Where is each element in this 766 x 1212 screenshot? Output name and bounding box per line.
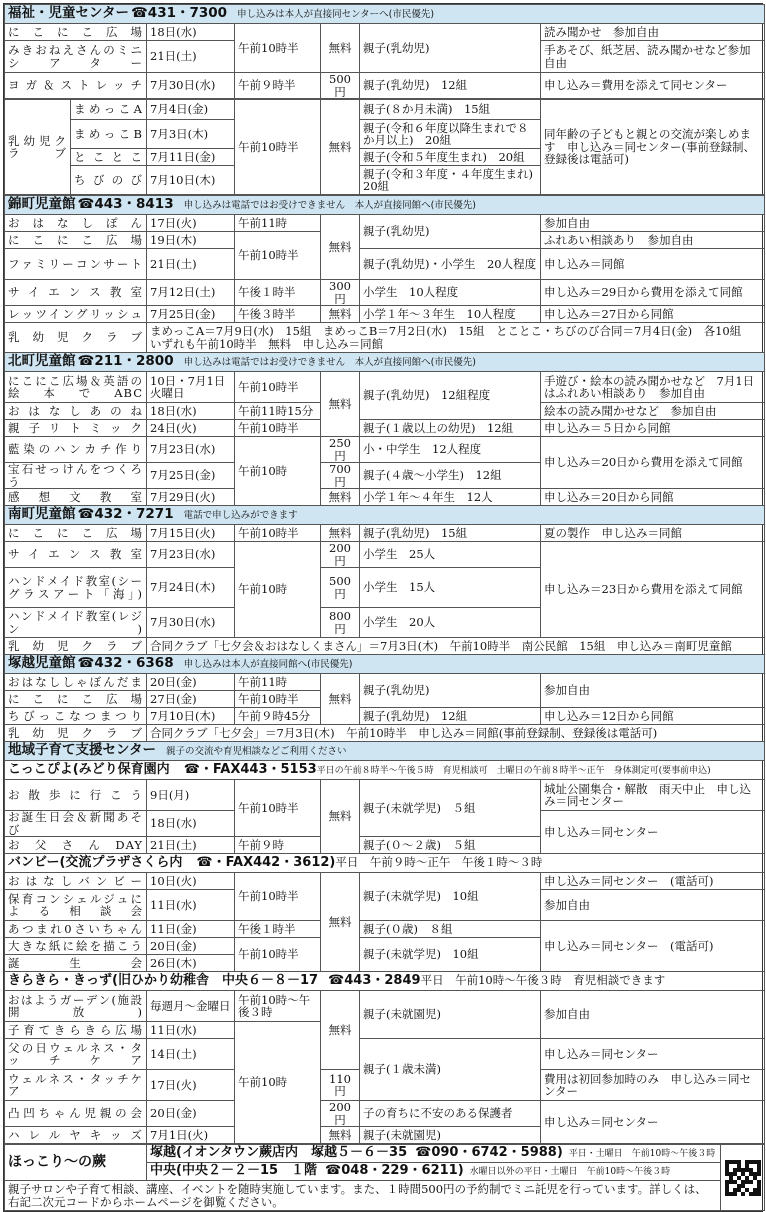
club-text: 合同クラブ「七夕会＆おはなしくまさん」＝7月3日(木) 午前10時半 南公民館 15組 申し込み＝南町児童館 bbox=[147, 638, 765, 655]
event-note: 絵本の読み聞かせなど 参加自由 bbox=[541, 403, 765, 420]
phone-icon: ☎ bbox=[77, 352, 95, 369]
event-time: 午前11時 bbox=[235, 674, 321, 691]
club-sub-name: とことこ bbox=[71, 149, 147, 166]
event-time: 午前10時半 bbox=[235, 873, 321, 921]
event-fee: 無料 bbox=[321, 100, 360, 195]
event-note: 参加自由 bbox=[541, 674, 765, 708]
event-name: にこにこ広場 bbox=[5, 232, 147, 249]
event-time: 午前10時半 bbox=[235, 24, 321, 73]
event-date: 26日(木) bbox=[147, 955, 235, 972]
section-note: 申し込みは本人が直接同館へ(市民優先) bbox=[183, 658, 353, 670]
event-date: 7月24日(木) bbox=[147, 568, 235, 608]
event-fee: 250円 bbox=[321, 437, 360, 463]
event-target: 親子(令和５年度生まれ) 20組 bbox=[360, 149, 541, 166]
event-name: おはようガーデン(施設開放) bbox=[5, 991, 147, 1022]
event-target: 親子(未就園児) bbox=[360, 991, 541, 1039]
event-fee: 無料 bbox=[321, 525, 360, 542]
event-note: 申し込み＝20日から同館 bbox=[541, 489, 765, 506]
section-note: 申し込みは電話ではお受けできません 本人が直接同館へ(市民優先) bbox=[183, 199, 477, 211]
footer-note: 親子サロンや子育て相談、講座、イベントを随時実施しています。また、１時間500円の予約制でミニ託児を行っています。詳しくは、右記二次元コードからホームページを御覧ください。 bbox=[5, 1181, 721, 1211]
event-time: 午前10時 bbox=[235, 1022, 321, 1144]
event-target: 親子(乳幼児) 12組 bbox=[360, 708, 541, 725]
hours-text: 平日 午前10時～午後３時 育児相談できます bbox=[420, 973, 666, 988]
event-name: レッツイングリッシュ bbox=[5, 306, 147, 323]
event-note: 申し込み＝29日から費用を添えて同館 bbox=[541, 280, 765, 306]
event-fee: 無料 bbox=[321, 215, 360, 280]
event-note: 参加自由 bbox=[541, 215, 765, 232]
subsection-title: きらきら・きっず(旧ひかり幼稚舎 中央６－８－17 bbox=[8, 973, 319, 989]
event-table bbox=[3, 3, 763, 1212]
event-target: 親子(未就学児) ５組 bbox=[360, 780, 541, 837]
event-fee: 無料 bbox=[321, 372, 360, 437]
event-name: 感想文教室 bbox=[5, 489, 147, 506]
event-fee: 無料 bbox=[321, 24, 360, 73]
event-target: 小学生 10人程度 bbox=[360, 280, 541, 306]
event-target: 親子(未就学児) 10組 bbox=[360, 873, 541, 921]
event-name: にこにこ広場 bbox=[5, 24, 147, 41]
event-target: 親子(１歳以上の幼児) 12組 bbox=[360, 420, 541, 437]
section-header-minami bbox=[5, 506, 765, 525]
event-fee: 無料 bbox=[321, 489, 360, 506]
schedule-table bbox=[4, 4, 765, 99]
event-time: 午前10時半 bbox=[235, 780, 321, 837]
event-date: 11日(水) bbox=[147, 1022, 235, 1039]
event-name: みきおねえさんのミニシアター bbox=[5, 41, 147, 73]
event-date: 19日(木) bbox=[147, 232, 235, 249]
hours-text: 水曜日以外の平日・土曜日 午前10時～午後３時 bbox=[469, 1167, 671, 1178]
event-time: 午前10時半 bbox=[235, 420, 321, 437]
phone-number: 048・229・6211) bbox=[341, 1163, 464, 1179]
event-date: 7月25日(金) bbox=[147, 463, 235, 489]
event-target: 親子(０歳) ８組 bbox=[360, 921, 541, 938]
event-time: 午前10時半 bbox=[235, 232, 321, 280]
event-target: 小学１年～４年生 12人 bbox=[360, 489, 541, 506]
event-target: 親子(１歳未満) bbox=[360, 1039, 541, 1101]
event-time: 午前９時45分 bbox=[235, 708, 321, 725]
event-date: 9日(月) bbox=[147, 780, 235, 811]
event-name: 親子リトミック bbox=[5, 420, 147, 437]
phone-number: 211・2800 bbox=[94, 352, 174, 369]
section-title: 錦町児童館 bbox=[8, 195, 76, 212]
event-target: 親子(令和６年度以降生まれで８か月以上) 20組 bbox=[360, 120, 541, 149]
event-name: ハレルヤキッズ bbox=[5, 1127, 147, 1144]
event-name: ハンドメイド教室(シーグラスアート「海」) bbox=[5, 568, 147, 608]
event-time: 午前10時半 bbox=[235, 938, 321, 972]
event-target: 小学生 15人 bbox=[360, 568, 541, 608]
section-header-tsukagoshi bbox=[5, 655, 765, 674]
event-name: にこにこ広場＆英語の絵本でABC bbox=[5, 372, 147, 403]
phone-number: ☎・FAX442・3612) bbox=[196, 855, 336, 871]
phone-number: 431・7300 bbox=[147, 4, 228, 21]
event-time: 午後１時半 bbox=[235, 921, 321, 938]
event-date: 7月1日(火) bbox=[147, 1127, 235, 1144]
event-date: 21日(土) bbox=[147, 249, 235, 280]
section-title: 塚越児童館 bbox=[8, 654, 76, 671]
event-name: 凸凹ちゃん児親の会 bbox=[5, 1101, 147, 1127]
phone-icon: ☎ bbox=[77, 195, 95, 212]
event-target: 親子(令和３年度・４年度生まれ) 20組 bbox=[360, 166, 541, 195]
event-target: 親子(乳幼児) bbox=[360, 24, 541, 73]
event-target: 子の育ちに不安のある保護者 bbox=[360, 1101, 541, 1127]
event-date: 14日(土) bbox=[147, 1039, 235, 1070]
phone-icon: ☎ bbox=[415, 1145, 432, 1161]
event-note: 申し込み＝23日から費用を添えて同館 bbox=[541, 542, 765, 638]
event-date: 毎週月～金曜日 bbox=[147, 991, 235, 1022]
phone-number: 432・6368 bbox=[94, 654, 174, 671]
phone-number: 443・2849 bbox=[344, 973, 421, 989]
event-time: 午前９時 bbox=[235, 837, 321, 854]
event-note: 申し込み＝27日から同館 bbox=[541, 306, 765, 323]
event-date: 18日(水) bbox=[147, 811, 235, 837]
event-date: 21日(土) bbox=[147, 837, 235, 854]
event-note: 申し込み＝同館 bbox=[541, 249, 765, 280]
event-date: 7月3日(木) bbox=[147, 120, 235, 149]
event-date: 7月23日(水) bbox=[147, 437, 235, 463]
club-label: 乳幼児クラブ bbox=[5, 725, 147, 742]
club-label: 乳幼児クラブ bbox=[5, 323, 147, 353]
event-target: 親子(４歳～小学生) 12組 bbox=[360, 463, 541, 489]
phone-icon: ☎ bbox=[77, 505, 95, 522]
event-note: 申し込み＝５日から同館 bbox=[541, 420, 765, 437]
section-header-nishiki bbox=[5, 196, 765, 215]
event-note: 申し込み＝同センター bbox=[541, 1101, 765, 1144]
event-date: 20日(金) bbox=[147, 674, 235, 691]
event-fee: 無料 bbox=[321, 306, 360, 323]
event-name: ハンドメイド教室(レジン) bbox=[5, 608, 147, 638]
subsection-header-kira bbox=[5, 972, 765, 991]
event-date: 7月15日(火) bbox=[147, 525, 235, 542]
event-time: 午前10時 bbox=[235, 542, 321, 638]
event-name: おはなしあのね bbox=[5, 403, 147, 420]
event-date: 7月30日(水) bbox=[147, 608, 235, 638]
event-note: 同年齢の子どもと親との交流が楽しめます 申し込み＝同センター(事前登録制、登録後は電話可) bbox=[541, 100, 765, 195]
event-note: 申し込み＝12日から同館 bbox=[541, 708, 765, 725]
event-date: 7月10日(木) bbox=[147, 166, 235, 195]
event-name: ちびっこなつまつり bbox=[5, 708, 147, 725]
event-name: ウェルネス・タッチケア bbox=[5, 1070, 147, 1101]
event-name: お誕生日会＆新聞あそび bbox=[5, 811, 147, 837]
event-date: 10日・7月1日火曜日 bbox=[147, 372, 235, 403]
section-title: 北町児童館 bbox=[8, 352, 76, 369]
event-time: 午前11時 bbox=[235, 215, 321, 232]
club-sub-name: まめっこA bbox=[71, 100, 147, 120]
phone-icon: ☎ bbox=[325, 1163, 342, 1179]
club-sub-name: まめっこB bbox=[71, 120, 147, 149]
event-note: 申し込み＝同センター bbox=[541, 1039, 765, 1070]
section-header-kita bbox=[5, 353, 765, 372]
phone-number: 432・7271 bbox=[94, 505, 174, 522]
club-sub-name: ちびのび bbox=[71, 166, 147, 195]
hokkori-location-1 bbox=[147, 1145, 721, 1163]
event-note: 城址公園集合・解散 雨天中止 申し込み＝同センター bbox=[541, 780, 765, 811]
hours-text: 平日の午前８時半～午後５時 育児相談可 土曜日の午前８時半～正午 身体測定可(要事前申込) bbox=[316, 765, 711, 776]
event-time: 午後３時半 bbox=[235, 306, 321, 323]
event-date: 17日(火) bbox=[147, 215, 235, 232]
event-time: 午前10時 bbox=[235, 437, 321, 506]
event-time: 午前11時15分 bbox=[235, 403, 321, 420]
event-target: 小学生 25人 bbox=[360, 542, 541, 568]
event-name: 宝石せっけんをつくろう bbox=[5, 463, 147, 489]
event-name: あつまれ0さいちゃん bbox=[5, 921, 147, 938]
event-name: サイエンス教室 bbox=[5, 542, 147, 568]
event-note: 申し込み＝同センター (電話可) bbox=[541, 921, 765, 972]
event-note: 申し込み＝費用を添えて同センター bbox=[541, 73, 765, 99]
event-target: 親子(乳幼児) 12組程度 bbox=[360, 372, 541, 420]
club-text: まめっこA＝7月9日(水) 15組 まめっこB＝7月2日(水) 15組 とことこ・ちびのび合同＝7月4日(金) 各10組 いずれも午前10時半 無料 申し込み＝同館 bbox=[147, 323, 765, 353]
event-note: 申し込み＝20日から費用を添えて同館 bbox=[541, 437, 765, 489]
event-date: 7月10日(木) bbox=[147, 708, 235, 725]
section-header-chiiki bbox=[5, 742, 765, 761]
event-note: 手あそび、紙芝居、読み聞かせなど参加自由 bbox=[541, 41, 765, 73]
event-name: おはなしバンビー bbox=[5, 873, 147, 890]
event-target: 親子(未就学児) 10組 bbox=[360, 938, 541, 972]
event-fee: 200円 bbox=[321, 542, 360, 568]
subsection-title: こっこぴよ(みどり保育園内 bbox=[8, 761, 170, 777]
event-fee: 無料 bbox=[321, 674, 360, 725]
event-fee: 110円 bbox=[321, 1070, 360, 1101]
event-fee: 無料 bbox=[321, 1127, 360, 1144]
event-date: 7月23日(水) bbox=[147, 542, 235, 568]
event-name: ファミリーコンサート bbox=[5, 249, 147, 280]
event-target: 親子(未就園児) bbox=[360, 1127, 541, 1144]
club-text: 合同クラブ「七夕会」＝7月3日(木) 午前10時半 申し込み＝同館(事前登録制、登録後は電話可) bbox=[147, 725, 765, 742]
event-date: 10日(火) bbox=[147, 873, 235, 890]
event-name: おはなししゃぼんだま bbox=[5, 674, 147, 691]
phone-icon: ☎ bbox=[130, 4, 148, 21]
event-target: 親子(乳幼児)・小学生 20人程度 bbox=[360, 249, 541, 280]
event-date: 7月11日(金) bbox=[147, 149, 235, 166]
event-fee: 300円 bbox=[321, 280, 360, 306]
event-date: 21日(土) bbox=[147, 41, 235, 73]
event-name: 子育てきらきら広場 bbox=[5, 1022, 147, 1039]
event-target: 親子(８か月未満) 15組 bbox=[360, 100, 541, 120]
section-note: 親子の交流や育児相談などご利用ください bbox=[165, 745, 347, 757]
section-title: 南町児童館 bbox=[8, 505, 76, 522]
event-time: 午後１時半 bbox=[235, 280, 321, 306]
event-time: 午前９時半 bbox=[235, 73, 321, 99]
event-target: 小学１年～３年生 10人程度 bbox=[360, 306, 541, 323]
event-time: 午前10時半 bbox=[235, 100, 321, 195]
event-date: 11日(水) bbox=[147, 890, 235, 921]
location-address: 塚越(イオンタウン蕨店内 塚越５－６－35 bbox=[150, 1145, 408, 1161]
event-time: 午前10時半 bbox=[235, 525, 321, 542]
section-note: 電話で申し込みができます bbox=[183, 509, 298, 521]
event-target: 小・中学生 12人程度 bbox=[360, 437, 541, 463]
event-date: 11日(金) bbox=[147, 921, 235, 938]
qr-code[interactable] bbox=[721, 1145, 765, 1211]
phone-icon: ☎ bbox=[77, 654, 95, 671]
hours-text: 平日・土曜日 午前10時～午後３時 bbox=[568, 1149, 716, 1160]
club-label: 乳幼児クラブ bbox=[5, 100, 71, 195]
event-note: ふれあい相談あり 参加自由 bbox=[541, 232, 765, 249]
event-fee: 500円 bbox=[321, 568, 360, 608]
event-date: 24日(火) bbox=[147, 420, 235, 437]
nishiki-table bbox=[4, 195, 765, 1144]
event-name: おはなしぽん bbox=[5, 215, 147, 232]
event-date: 27日(金) bbox=[147, 691, 235, 708]
event-name: お散歩に行こう bbox=[5, 780, 147, 811]
qr-code-graphic[interactable] bbox=[725, 1160, 761, 1196]
subsection-title: バンビー(交流プラザさくら内 bbox=[8, 855, 183, 871]
event-date: 7月29日(火) bbox=[147, 489, 235, 506]
hours-text: 平日 午前９時～正午 午後１時～３時 bbox=[335, 855, 543, 870]
event-name: 藍染のハンカチ作り bbox=[5, 437, 147, 463]
subsection-header-kokko bbox=[5, 761, 765, 780]
event-target: 親子(乳幼児) 12組 bbox=[360, 73, 541, 99]
event-target: 親子(乳幼児) bbox=[360, 674, 541, 708]
phone-icon: ☎ bbox=[328, 973, 345, 989]
event-fee: 無料 bbox=[321, 873, 360, 972]
event-date: 20日(金) bbox=[147, 1101, 235, 1127]
event-note: 手遊び・絵本の読み聞かせなど 7月1日はふれあい相談あり 参加自由 bbox=[541, 372, 765, 403]
event-date: 20日(金) bbox=[147, 938, 235, 955]
hokkori-title: ほっこり～の蕨 bbox=[5, 1145, 147, 1181]
event-fee: 無料 bbox=[321, 780, 360, 854]
section-title: 地域子育て支援センター bbox=[8, 741, 156, 758]
event-name: にこにこ広場 bbox=[5, 691, 147, 708]
event-note: 参加自由 bbox=[541, 890, 765, 921]
event-note: 申し込み＝同センター bbox=[541, 811, 765, 854]
section-note: 申し込みは本人が直接同センターへ(市民優先) bbox=[237, 8, 435, 20]
event-fee: 200円 bbox=[321, 1101, 360, 1127]
event-date: 17日(火) bbox=[147, 1070, 235, 1101]
event-date: 7月25日(金) bbox=[147, 306, 235, 323]
event-date: 7月4日(金) bbox=[147, 100, 235, 120]
section-header-fukushi bbox=[5, 5, 765, 24]
event-target: 親子(０～２歳) ５組 bbox=[360, 837, 541, 854]
location-address: 中央(中央２－２－15 １階 bbox=[150, 1163, 318, 1179]
hokkori-table bbox=[4, 1144, 765, 1211]
event-name: ヨガ＆ストレッチ bbox=[5, 73, 147, 99]
event-note: 費用は初回参加時のみ 申し込み＝同センター bbox=[541, 1070, 765, 1101]
event-date: 18日(水) bbox=[147, 24, 235, 41]
event-note: 夏の製作 申し込み＝同館 bbox=[541, 525, 765, 542]
event-time: 午前10時半 bbox=[235, 372, 321, 403]
event-fee: 無料 bbox=[321, 991, 360, 1070]
club-table bbox=[4, 99, 765, 195]
event-name: 誕生会 bbox=[5, 955, 147, 972]
event-target: 親子(乳幼児) 15組 bbox=[360, 525, 541, 542]
phone-number: ☎・FAX443・5153 bbox=[183, 761, 317, 777]
club-label: 乳幼児クラブ bbox=[5, 638, 147, 655]
event-date: 7月12日(土) bbox=[147, 280, 235, 306]
event-time: 午前10時～午後３時 bbox=[235, 991, 321, 1022]
phone-number: 443・8413 bbox=[94, 195, 174, 212]
hokkori-location-2 bbox=[147, 1163, 721, 1181]
event-name: にこにこ広場 bbox=[5, 525, 147, 542]
event-fee: 500円 bbox=[321, 73, 360, 99]
event-fee: 800円 bbox=[321, 608, 360, 638]
event-name: 大きな紙に絵を描こう bbox=[5, 938, 147, 955]
event-fee: 700円 bbox=[321, 463, 360, 489]
event-target: 小学生 20人 bbox=[360, 608, 541, 638]
event-time: 午前10時半 bbox=[235, 691, 321, 708]
event-note: 参加自由 bbox=[541, 991, 765, 1039]
event-name: サイエンス教室 bbox=[5, 280, 147, 306]
event-name: お父さんDAY bbox=[5, 837, 147, 854]
event-date: 7月30日(水) bbox=[147, 73, 235, 99]
event-target: 親子(乳幼児) bbox=[360, 215, 541, 249]
subsection-header-bambi bbox=[5, 854, 765, 873]
phone-number: 090・6742・5988) bbox=[431, 1145, 563, 1161]
event-note: 読み聞かせ 参加自由 bbox=[541, 24, 765, 41]
event-date: 18日(水) bbox=[147, 403, 235, 420]
event-note: 申し込み＝同センター (電話可) bbox=[541, 873, 765, 890]
section-title: 福祉・児童センター bbox=[8, 4, 129, 21]
section-note: 申し込みは電話ではお受けできません 本人が直接同館へ(市民優先) bbox=[183, 356, 477, 368]
event-name: 保育コンシェルジュによる相談会 bbox=[5, 890, 147, 921]
event-name: 父の日ウェルネス・タッチケア bbox=[5, 1039, 147, 1070]
